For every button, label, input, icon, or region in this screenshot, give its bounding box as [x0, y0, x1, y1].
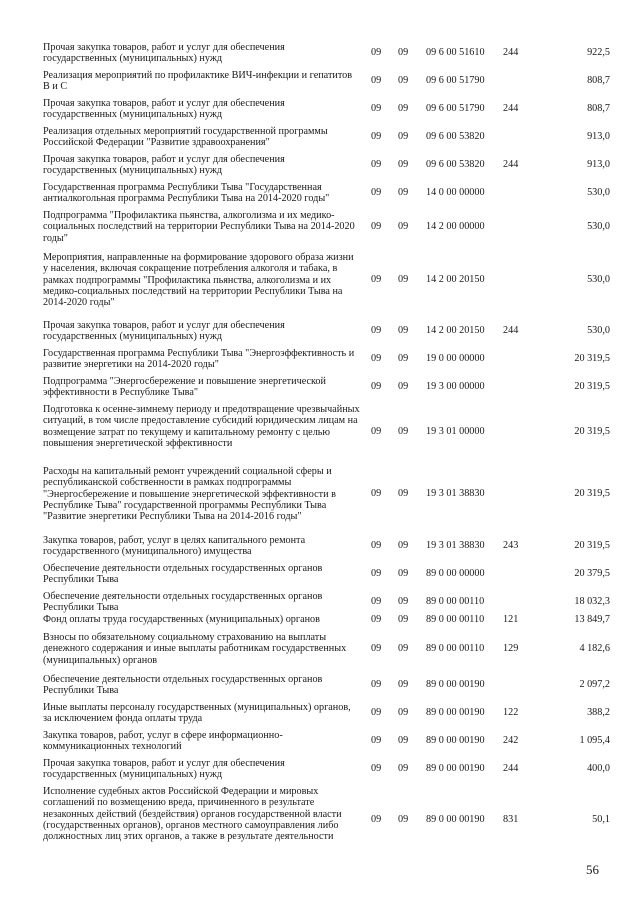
table-row: [0, 126, 640, 149]
subsection-code: 09: [398, 488, 409, 499]
subsection-code: 09: [398, 596, 409, 607]
table-row: [0, 632, 640, 666]
section-code: 09: [371, 325, 382, 336]
expense-type-code: 129: [503, 643, 519, 654]
table-row: [0, 591, 640, 614]
row-description: Прочая закупка товаров, работ и услуг для обеспечения государственных (муниципальных) нужд: [43, 42, 285, 65]
target-article-code: 19 3 00 00000: [426, 381, 485, 392]
row-description: Государственная программа Республики Тыва "Государственная антиалкогольная программа Республики Тыва на 2014-2020 годы": [43, 182, 330, 205]
section-code: 09: [371, 679, 382, 690]
subsection-code: 09: [398, 679, 409, 690]
subsection-code: 09: [398, 221, 409, 232]
row-description: Государственная программа Республики Тыва "Энергоэффективность и развитие энергетики на 2014-2020 годы": [43, 348, 355, 371]
amount: 20 319,5: [574, 353, 610, 364]
table-row: [0, 614, 640, 625]
target-article-code: 19 0 00 00000: [426, 353, 485, 364]
subsection-code: 09: [398, 814, 409, 825]
expense-type-code: 122: [503, 707, 519, 718]
amount: 50,1: [592, 814, 610, 825]
section-code: 09: [371, 131, 382, 142]
row-description: Расходы на капитальный ремонт учреждений социальной сферы и республиканской собственности в рамках подпрограммы "Энергосбережение и повышение энергетической эффективности в Республике Тыва" государственной программы Республики Тыва "Развитие энергетики Республики Тыва на 2014-2016 годы": [43, 466, 336, 523]
section-code: 09: [371, 540, 382, 551]
target-article-code: 09 6 00 53820: [426, 131, 485, 142]
section-code: 09: [371, 426, 382, 437]
amount: 388,2: [587, 707, 610, 718]
amount: 530,0: [587, 325, 610, 336]
table-row: [0, 154, 640, 177]
target-article-code: 19 3 01 38830: [426, 540, 485, 551]
row-description: Реализация отдельных мероприятий государственной программы Российской Федерации "Развитие здравоохранения": [43, 126, 328, 149]
target-article-code: 14 0 00 00000: [426, 187, 485, 198]
subsection-code: 09: [398, 568, 409, 579]
subsection-code: 09: [398, 707, 409, 718]
target-article-code: 09 6 00 53820: [426, 159, 485, 170]
table-row: [0, 466, 640, 523]
row-description: Прочая закупка товаров, работ и услуг для обеспечения государственных (муниципальных) нужд: [43, 98, 285, 121]
subsection-code: 09: [398, 187, 409, 198]
table-row: [0, 182, 640, 205]
table-row: [0, 376, 640, 399]
page-number: 56: [586, 862, 599, 877]
table-row: [0, 674, 640, 697]
amount: 20 319,5: [574, 488, 610, 499]
target-article-code: 89 0 00 00110: [426, 643, 485, 654]
subsection-code: 09: [398, 735, 409, 746]
amount: 20 319,5: [574, 381, 610, 392]
target-article-code: 09 6 00 51790: [426, 103, 485, 114]
table-row: [0, 563, 640, 586]
row-description: Подпрограмма "Профилактика пьянства, алкоголизма и их медико-социальных последствий на территории Республики Тыва на 2014-2020 годы": [43, 210, 355, 244]
row-description: Прочая закупка товаров, работ и услуг для обеспечения государственных (муниципальных) нужд: [43, 320, 285, 343]
amount: 530,0: [587, 221, 610, 232]
table-row: [0, 70, 640, 93]
row-description: Подготовка к осенне-зимнему периоду и предотвращение чрезвычайных ситуаций, в том числе предоставление субсидий юридическим лицам на возмещение затрат по текущему и капитальному ремонту с целью повышения энергетической эффективности: [43, 404, 360, 449]
row-description: Обеспечение деятельности отдельных государственных органов Республики Тыва: [43, 563, 323, 586]
amount: 922,5: [587, 47, 610, 58]
table-row: [0, 348, 640, 371]
target-article-code: 89 0 00 00190: [426, 814, 485, 825]
table-row: [0, 404, 640, 461]
expense-type-code: 244: [503, 325, 519, 336]
row-description: Иные выплаты персоналу государственных (муниципальных) органов, за исключением фонда оплаты труда: [43, 702, 351, 725]
amount: 913,0: [587, 131, 610, 142]
section-code: 09: [371, 381, 382, 392]
target-article-code: 89 0 00 00110: [426, 614, 485, 625]
subsection-code: 09: [398, 353, 409, 364]
section-code: 09: [371, 707, 382, 718]
section-code: 09: [371, 614, 382, 625]
expense-type-code: 243: [503, 540, 519, 551]
target-article-code: 89 0 00 00000: [426, 568, 485, 579]
expense-type-code: 831: [503, 814, 519, 825]
subsection-code: 09: [398, 426, 409, 437]
target-article-code: 89 0 00 00190: [426, 763, 485, 774]
subsection-code: 09: [398, 47, 409, 58]
subsection-code: 09: [398, 763, 409, 774]
section-code: 09: [371, 596, 382, 607]
row-description: Закупка товаров, работ, услуг в целях капитального ремонта государственного (муниципального) имущества: [43, 535, 306, 558]
amount: 400,0: [587, 763, 610, 774]
table-row: [0, 786, 640, 854]
row-description: Подпрограмма "Энергосбережение и повышение энергетической эффективности в Республике Тыва": [43, 376, 326, 399]
table-row: [0, 730, 640, 753]
row-description: Прочая закупка товаров, работ и услуг для обеспечения государственных (муниципальных) нужд: [43, 154, 285, 177]
amount: 808,7: [587, 103, 610, 114]
amount: 913,0: [587, 159, 610, 170]
amount: 808,7: [587, 75, 610, 86]
amount: 4 182,6: [579, 643, 610, 654]
section-code: 09: [371, 488, 382, 499]
target-article-code: 14 2 00 20150: [426, 274, 485, 285]
section-code: 09: [371, 763, 382, 774]
section-code: 09: [371, 814, 382, 825]
table-row: [0, 210, 640, 244]
section-code: 09: [371, 735, 382, 746]
target-article-code: 89 0 00 00190: [426, 679, 485, 690]
row-description: Мероприятия, направленные на формирование здорового образа жизни у населения, включая сокращение потребления алкоголя и табака, в рамках подпрограммы "Профилактика пьянства, алкоголизма и их медико-социальных последствий на территории Республики Тыва на 2014-2020 годы": [43, 252, 354, 309]
section-code: 09: [371, 75, 382, 86]
amount: 18 032,3: [574, 596, 610, 607]
subsection-code: 09: [398, 75, 409, 86]
expense-type-code: 242: [503, 735, 519, 746]
section-code: 09: [371, 103, 382, 114]
section-code: 09: [371, 47, 382, 58]
target-article-code: 19 3 01 38830: [426, 488, 485, 499]
subsection-code: 09: [398, 131, 409, 142]
subsection-code: 09: [398, 103, 409, 114]
subsection-code: 09: [398, 274, 409, 285]
target-article-code: 09 6 00 51790: [426, 75, 485, 86]
target-article-code: 14 2 00 20150: [426, 325, 485, 336]
section-code: 09: [371, 568, 382, 579]
expense-type-code: 244: [503, 103, 519, 114]
subsection-code: 09: [398, 614, 409, 625]
amount: 530,0: [587, 187, 610, 198]
table-row: [0, 702, 640, 725]
section-code: 09: [371, 353, 382, 364]
table-row: [0, 758, 640, 781]
amount: 13 849,7: [574, 614, 610, 625]
subsection-code: 09: [398, 381, 409, 392]
table-row: [0, 42, 640, 65]
table-row: [0, 535, 640, 558]
expense-type-code: 244: [503, 159, 519, 170]
section-code: 09: [371, 643, 382, 654]
row-description: Обеспечение деятельности отдельных государственных органов Республики Тыва: [43, 674, 323, 697]
row-description: Реализация мероприятий по профилактике ВИЧ-инфекции и гепатитов В и С: [43, 70, 353, 93]
target-article-code: 19 3 01 00000: [426, 426, 485, 437]
row-description: Закупка товаров, работ, услуг в сфере информационно-коммуникационных технологий: [43, 730, 283, 753]
subsection-code: 09: [398, 325, 409, 336]
amount: 20 319,5: [574, 426, 610, 437]
section-code: 09: [371, 274, 382, 285]
target-article-code: 89 0 00 00190: [426, 735, 485, 746]
section-code: 09: [371, 187, 382, 198]
amount: 530,0: [587, 274, 610, 285]
expense-type-code: 121: [503, 614, 519, 625]
row-description: Фонд оплаты труда государственных (муниципальных) органов: [43, 614, 320, 625]
subsection-code: 09: [398, 540, 409, 551]
table-row: [0, 98, 640, 121]
target-article-code: 89 0 00 00190: [426, 707, 485, 718]
row-description: Исполнение судебных актов Российской Федерации и мировых соглашений по возмещению вреда, причиненного в результате незаконных действий (бездействия) органов государственной власти (государственных органов), органов местного самоуправления либо должностных лиц этих органов, а также в результате деятельности: [43, 786, 342, 843]
section-code: 09: [371, 159, 382, 170]
target-article-code: 89 0 00 00110: [426, 596, 485, 607]
expense-type-code: 244: [503, 763, 519, 774]
target-article-code: 14 2 00 00000: [426, 221, 485, 232]
amount: 2 097,2: [579, 679, 610, 690]
subsection-code: 09: [398, 643, 409, 654]
amount: 20 319,5: [574, 540, 610, 551]
amount: 20 379,5: [574, 568, 610, 579]
subsection-code: 09: [398, 159, 409, 170]
table-row: [0, 252, 640, 309]
table-row: [0, 320, 640, 343]
row-description: Прочая закупка товаров, работ и услуг для обеспечения государственных (муниципальных) нужд: [43, 758, 285, 781]
target-article-code: 09 6 00 51610: [426, 47, 485, 58]
row-description: Обеспечение деятельности отдельных государственных органов Республики Тыва: [43, 591, 323, 614]
amount: 1 095,4: [579, 735, 610, 746]
expense-type-code: 244: [503, 47, 519, 58]
section-code: 09: [371, 221, 382, 232]
row-description: Взносы по обязательному социальному страхованию на выплаты денежного содержания и иные выплаты работникам государственных (муниципальных) органов: [43, 632, 347, 666]
